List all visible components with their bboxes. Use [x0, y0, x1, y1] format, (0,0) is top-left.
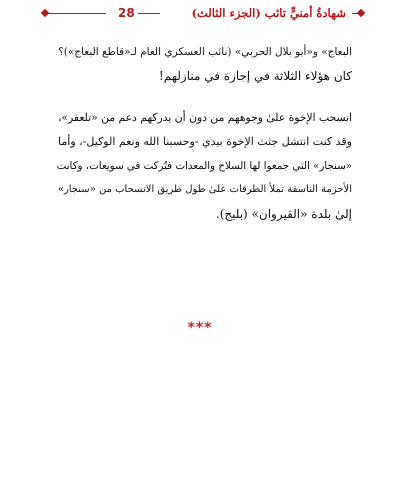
paragraph-line: انسحب الإخوة علىٰ وجوههم من دون أن يدركهم دعم من «تلعفر»، — [57, 111, 352, 124]
running-title: شهادةُ أمنيٍّ تائب (الجزء الثالث) — [191, 6, 346, 20]
header-rule-left — [46, 13, 106, 14]
header-rule-middle — [138, 13, 160, 14]
page-number: 28 — [118, 6, 135, 20]
section-separator: *** — [187, 320, 213, 336]
paragraph-line: وقد كنت انتشل جثث الإخوة بيدي -وحسبنا الله ونعم الوكيل-، وأما — [58, 135, 352, 148]
header-rule-right — [352, 13, 360, 14]
paragraph-line: البعاج» و«أبو بلال الحربي» (نائب العسكري العام لـ«قاطع البعاج»)؟ — [58, 46, 352, 58]
running-header — [46, 6, 356, 22]
paragraph-1 — [52, 40, 352, 88]
paragraph-line: إلىٰ بلدة «القيروان» (بليج). — [215, 207, 352, 221]
paragraph-line: الأحزمة الناسفة تملأ الطرقات علىٰ طول طريق الانسحاب من «سنجار» — [57, 184, 352, 195]
paragraph-line: «سنجار» التي جمعوا لها السلاح والمعدات فتُركت في سويعات، وكانت — [56, 160, 352, 172]
paragraph-line: كان هؤلاء الثلاثة في إجازة في منازلهم! — [158, 69, 352, 83]
paragraph-2 — [52, 106, 352, 226]
